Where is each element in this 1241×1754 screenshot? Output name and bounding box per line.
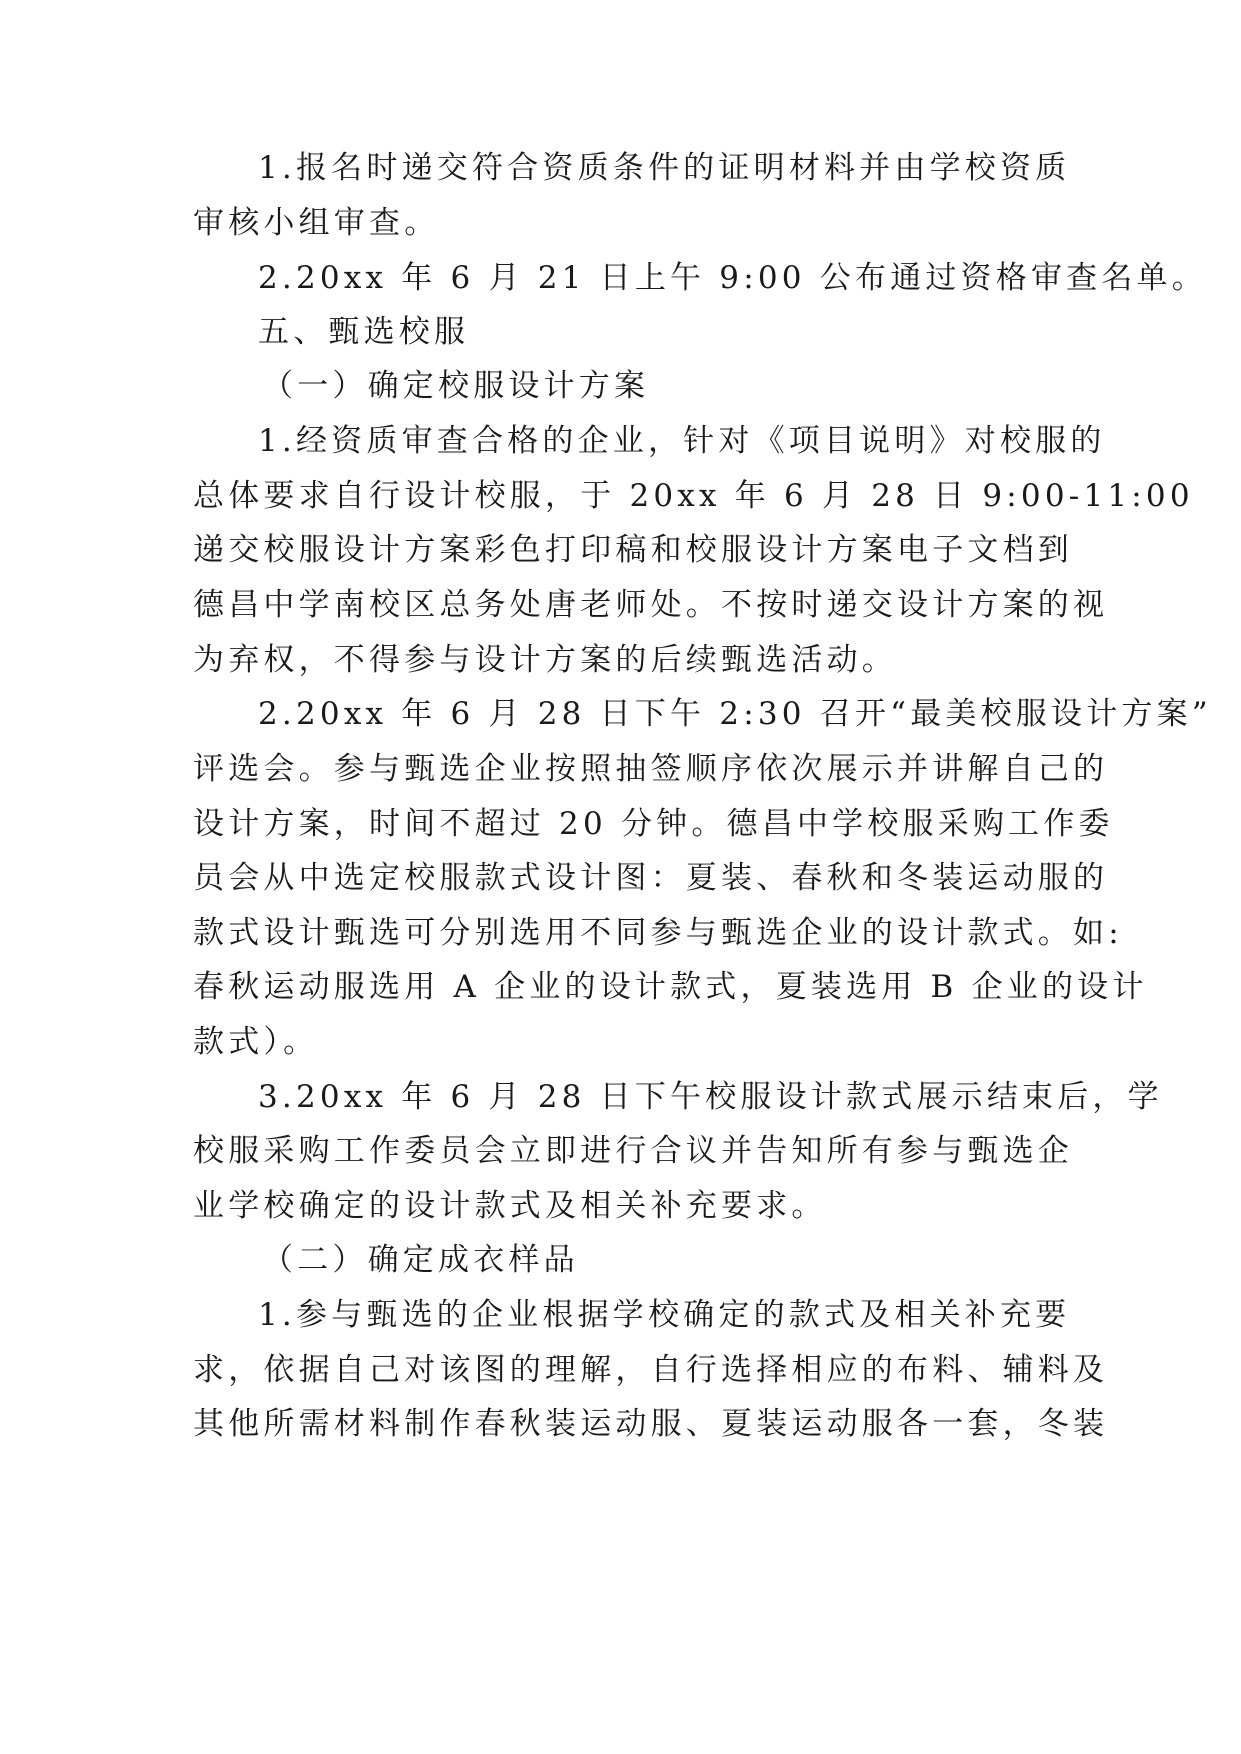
subsection-heading: （二）确定成衣样品 xyxy=(262,1242,579,1278)
paragraph-line: 1.经资质审查合格的企业，针对《项目说明》对校服的 xyxy=(258,423,1106,459)
paragraph-line: 德昌中学南校区总务处唐老师处。不按时递交设计方案的视 xyxy=(193,587,1109,623)
paragraph-line: 3.20xx 年 6 月 28 日下午校服设计款式展示结束后，学 xyxy=(258,1079,1163,1115)
paragraph-line: 总体要求自行设计校服，于 20xx 年 6 月 28 日 9:00-11:00 xyxy=(193,478,1194,514)
paragraph-line: 款式设计甄选可分别选用不同参与甄选企业的设计款式。如: xyxy=(193,915,1123,951)
paragraph-line: 1.参与甄选的企业根据学校确定的款式及相关补充要 xyxy=(258,1297,1071,1333)
subsection-heading: （一）确定校服设计方案 xyxy=(262,368,650,404)
paragraph-line: 校服采购工作委员会立即进行合议并告知所有参与甄选企 xyxy=(193,1133,1073,1169)
paragraph-line: 员会从中选定校服款式设计图：夏装、春秋和冬装运动服的 xyxy=(193,860,1109,896)
paragraph-line: 递交校服设计方案彩色打印稿和校服设计方案电子文档到 xyxy=(193,532,1073,568)
paragraph-line: 为弃权，不得参与设计方案的后续甄选活动。 xyxy=(193,642,897,678)
paragraph-line: 其他所需材料制作春秋装运动服、夏装运动服各一套，冬装 xyxy=(193,1406,1109,1442)
paragraph-line: 设计方案，时间不超过 20 分钟。德昌中学校服采购工作委 xyxy=(193,806,1114,842)
paragraph-line: 款式）。 xyxy=(193,1024,319,1060)
section-heading: 五、甄选校服 xyxy=(258,314,470,350)
paragraph-line: 评选会。参与甄选企业按照抽签顺序依次展示并讲解自己的 xyxy=(193,751,1109,787)
paragraph-line: 求，依据自己对该图的理解，自行选择相应的布料、辅料及 xyxy=(193,1352,1109,1388)
paragraph-line: 2.20xx 年 6 月 21 日上午 9:00 公布通过资格审查名单。 xyxy=(258,260,1207,296)
paragraph-line: 1.报名时递交符合资质条件的证明材料并由学校资质 xyxy=(258,150,1071,186)
paragraph-line: 2.20xx 年 6 月 28 日下午 2:30 召开“最美校服设计方案” xyxy=(258,696,1212,732)
paragraph-line: 审核小组审查。 xyxy=(193,205,440,241)
paragraph-line: 业学校确定的设计款式及相关补充要求。 xyxy=(193,1188,827,1224)
paragraph-line: 春秋运动服选用 A 企业的设计款式，夏装选用 B 企业的设计 xyxy=(193,969,1148,1005)
